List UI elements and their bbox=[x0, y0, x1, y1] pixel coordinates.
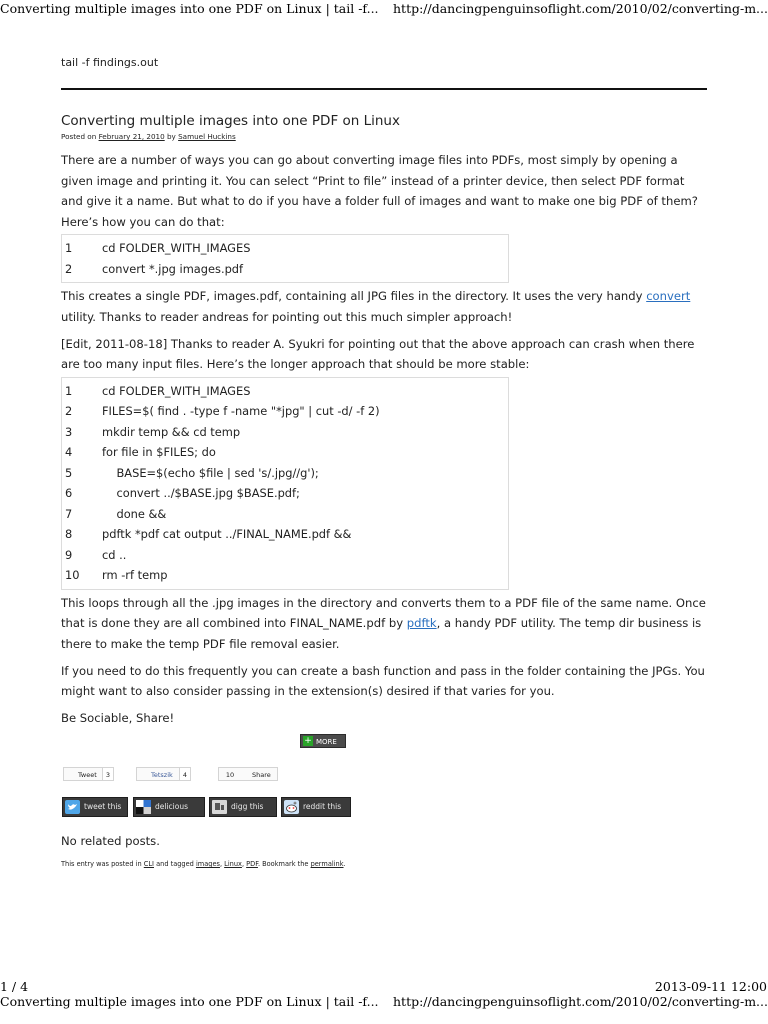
print-header-url: http://dancingpenguinsoflight.com/2010/02/converting-m... bbox=[393, 1, 768, 16]
meta-by: by bbox=[167, 132, 176, 141]
code-line: 10 rm -rf temp bbox=[65, 568, 168, 583]
print-header-title: Converting multiple images into one PDF on Linux | tail -f... bbox=[0, 1, 379, 16]
code-block-stable bbox=[61, 377, 509, 590]
code-line: 7 done && bbox=[65, 506, 167, 521]
more-share-button[interactable]: + MORE bbox=[300, 734, 346, 748]
code-line: 8 pdftk *pdf cat output ../FINAL_NAME.pdf && bbox=[65, 527, 352, 542]
code-line: 4 for file in $FILES; do bbox=[65, 445, 216, 460]
print-footer-title: Converting multiple images into one PDF on Linux | tail -f... bbox=[0, 994, 379, 1009]
print-datetime: 2013-09-11 12:00 bbox=[654, 979, 767, 994]
page-number: 1 / 4 bbox=[0, 979, 29, 994]
code-line: 2 FILES=$( find . -type f -name "*jpg" | cut -d/ -f 2) bbox=[65, 404, 380, 419]
code-line: 1 cd FOLDER_WITH_IMAGES bbox=[65, 241, 251, 256]
reddit-this-button[interactable]: reddit this bbox=[281, 797, 351, 817]
category-link[interactable]: CLI bbox=[143, 860, 154, 868]
meta-prefix: Posted on bbox=[61, 132, 97, 141]
tag-link-linux[interactable]: Linux bbox=[224, 860, 242, 868]
no-related-posts: No related posts. bbox=[61, 834, 160, 848]
edit-paragraph: [Edit, 2011-08-18] Thanks to reader A. Syukri for pointing out that the above approach can crash when there are too many input files. Here’s the longer approach that should be more stable: bbox=[61, 336, 695, 372]
bash-paragraph: If you need to do this frequently you can create a bash function and pass in the folder containing the JPGs. You might want to also consider passing in the extension(s) desired if that varies for you. bbox=[61, 663, 705, 699]
digg-this-button[interactable]: digg this bbox=[209, 797, 277, 817]
permalink-link[interactable]: permalink bbox=[310, 860, 344, 868]
loop-paragraph: This loops through all the .jpg images in the directory and converts them to a PDF file of the same name. Once that is done they are all combined into FINAL_NAME.pdf by pdftk, a handy PDF utility. The temp dir business is there to make the temp PDF file removal easier. bbox=[61, 595, 706, 651]
code-line: 5 BASE=$(echo $file | sed 's/.jpg//g'); bbox=[65, 465, 319, 480]
convert-paragraph: This creates a single PDF, images.pdf, containing all JPG files in the directory. It uses the very handy convert utility. Thanks to reader andreas for pointing out this much simpler approach! bbox=[61, 289, 691, 324]
intro-paragraph: There are a number of ways you can go about converting image files into PDFs, most simply by opening a given image and printing it. You can select “Print to file” instead of a printer device, then select PDF format and give it a name. But what to do if you have a folder full of images and want to make one big PDF of them? Here’s how you can do that: bbox=[61, 153, 698, 229]
delicious-button[interactable]: delicious bbox=[133, 797, 205, 817]
code-line: 2 convert *.jpg images.pdf bbox=[65, 261, 244, 276]
site-title[interactable]: tail -f findings.out bbox=[61, 56, 159, 69]
share-button[interactable]: 10 Share bbox=[218, 767, 278, 781]
share-area bbox=[61, 728, 707, 838]
tag-link-pdf[interactable]: PDF bbox=[246, 860, 258, 868]
post-meta bbox=[61, 132, 707, 142]
tweet-button[interactable]: Tweet 3 bbox=[63, 767, 114, 781]
pdftk-link[interactable]: pdftk bbox=[406, 616, 437, 631]
tweet-count: 3 bbox=[102, 768, 113, 780]
share-heading: Be Sociable, Share! bbox=[61, 710, 175, 725]
plus-icon: + bbox=[304, 736, 312, 747]
code-line: 9 cd .. bbox=[65, 547, 127, 562]
post-content bbox=[61, 113, 707, 838]
reddit-icon bbox=[284, 800, 299, 814]
tetszik-button[interactable]: Tetszik 4 bbox=[136, 767, 191, 781]
share-count: 10 bbox=[225, 771, 235, 780]
digg-icon bbox=[212, 800, 227, 814]
tag-link-images[interactable]: images bbox=[195, 860, 220, 868]
code-line: 3 mkdir temp && cd temp bbox=[65, 424, 241, 439]
header-divider bbox=[61, 88, 707, 90]
print-footer-url: http://dancingpenguinsoflight.com/2010/02/converting-m... bbox=[393, 994, 768, 1009]
code-block-simple bbox=[61, 234, 509, 283]
delicious-icon bbox=[136, 800, 151, 814]
twitter-icon bbox=[65, 800, 80, 814]
post-title[interactable]: Converting multiple images into one PDF on Linux bbox=[61, 113, 400, 129]
tetszik-count: 4 bbox=[179, 768, 190, 780]
entry-footer: This entry was posted in CLI and tagged images, Linux, PDF. Bookmark the permalink. bbox=[61, 860, 346, 868]
post-date-link[interactable]: February 21, 2010 bbox=[98, 132, 165, 141]
tweet-this-button[interactable]: tweet this bbox=[62, 797, 128, 817]
convert-link[interactable]: convert bbox=[646, 289, 691, 304]
author-link[interactable]: Samuel Huckins bbox=[178, 132, 236, 141]
code-line: 1 cd FOLDER_WITH_IMAGES bbox=[65, 383, 251, 398]
code-line: 6 convert ../$BASE.jpg $BASE.pdf; bbox=[65, 486, 300, 501]
